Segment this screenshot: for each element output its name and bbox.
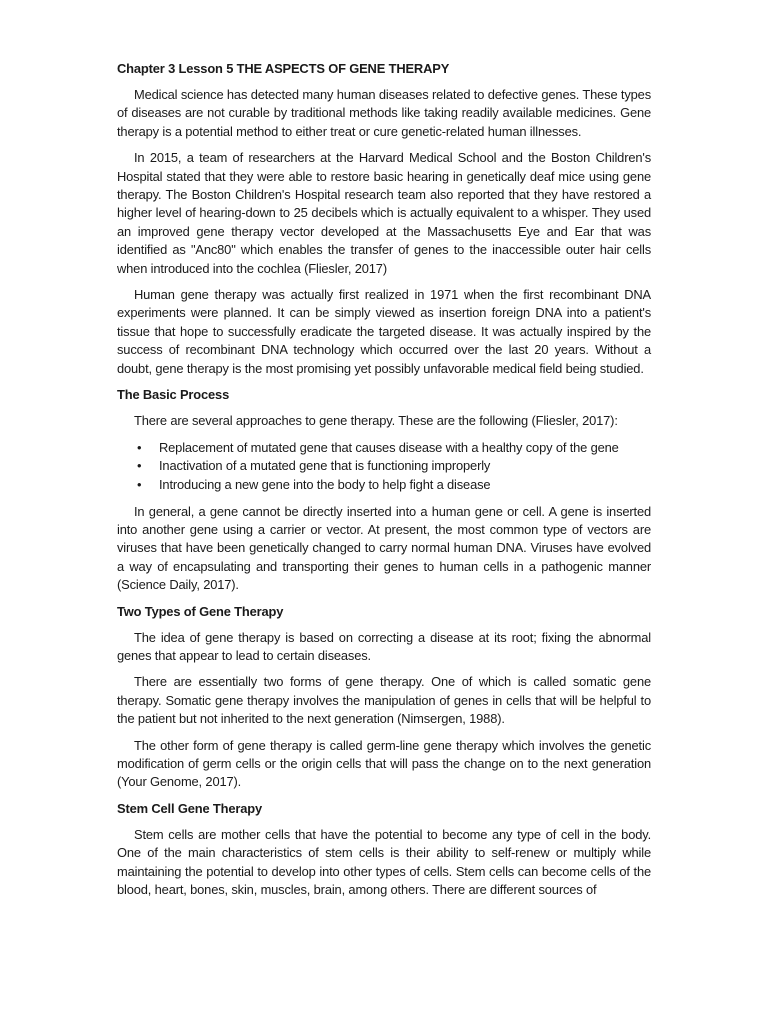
- bullet-icon: •: [137, 439, 142, 455]
- document-page: [117, 60, 651, 908]
- two-types-paragraph-3: The other form of gene therapy is called germ-line gene therapy which involves the genetic modification of germ cells or the origin cells that will pass the change on to the next generation (Your Genome, 2017).: [117, 737, 651, 790]
- intro-paragraph-3: Human gene therapy was actually first realized in 1971 when the first recombinant DNA experiments were planned. It can be simply viewed as insertion foreign DNA into a patient's tissue that hope to successfully eradicate the targeted disease. It was actually inspired by the success of recombinant DNA technology which occurred over the last 20 years. Without a doubt, gene therapy is the most promising yet possibly unfavorable medical field being studied.: [117, 287, 651, 376]
- list-item-text: Inactivation of a mutated gene that is functioning improperly: [159, 458, 491, 474]
- section-heading-stem-cell: Stem Cell Gene Therapy: [117, 800, 262, 816]
- section-heading-basic-process: The Basic Process: [117, 387, 230, 403]
- basic-process-paragraph: In general, a gene cannot be directly inserted into a human gene or cell. A gene is inserted into another gene using a carrier or vector. At present, the most common type of vectors are viruses that have been genetically changed to carry normal human DNA. Viruses have evolved a way of encapsulating and transporting their genes to human cells in a pathogenic manner (Science Daily, 2017).: [117, 503, 651, 593]
- list-item-text: Replacement of mutated gene that causes disease with a healthy copy of the gene: [159, 439, 619, 455]
- section-heading-two-types: Two Types of Gene Therapy: [117, 603, 284, 619]
- bullet-icon: •: [137, 458, 142, 474]
- intro-paragraph-1: Medical science has detected many human diseases related to defective genes. These types of diseases are not curable by traditional methods like taking readily available medicines. Gene therapy is a potential method to either treat or cure genetic-related human illnesses.: [117, 87, 651, 139]
- basic-process-intro: There are several approaches to gene therapy. These are the following (Fliesler, 2017):: [134, 413, 618, 429]
- two-types-paragraph-2: There are essentially two forms of gene therapy. One of which is called somatic gene therapy. Somatic gene therapy involves the manipulation of genes in cells that will be helpful to the patient but not inherited to the next generation (Nimsergen, 1988).: [117, 674, 651, 727]
- list-item: [117, 457, 651, 476]
- list-item: [117, 439, 651, 458]
- stem-cell-paragraph: Stem cells are mother cells that have the potential to become any type of cell in the body. One of the main characteristics of stem cells is their ability to self-renew or multiply while maintaining the potential to develop into other types of cells. Stem cells can become cells of the blood, heart, bones, skin, muscles, brain, among others. There are different sources of: [117, 826, 651, 898]
- approaches-list: [117, 439, 651, 495]
- bullet-icon: •: [137, 476, 142, 492]
- intro-paragraph-2: In 2015, a team of researchers at the Harvard Medical School and the Boston Children's Hospital stated that they were able to restore basic hearing in genetically deaf mice using gene therapy. The Boston Children's Hospital research team also reported that they have restored a higher level of hearing-down to 25 decibels which is actually equivalent to a whisper. They used an improved gene therapy vector developed at the Massachusetts Eye and Ear that was identified as "Anc80" which enables the transfer of genes to the inaccessible outer hair cells when introduced into the cochlea (Fliesler, 2017): [117, 150, 651, 276]
- list-item-text: Introducing a new gene into the body to help fight a disease: [159, 476, 491, 492]
- two-types-paragraph-1: The idea of gene therapy is based on correcting a disease at its root; fixing the abnormal genes that appear to lead to certain diseases.: [117, 629, 651, 664]
- chapter-title: Chapter 3 Lesson 5 THE ASPECTS OF GENE THERAPY: [117, 61, 450, 76]
- list-item: [117, 476, 651, 495]
